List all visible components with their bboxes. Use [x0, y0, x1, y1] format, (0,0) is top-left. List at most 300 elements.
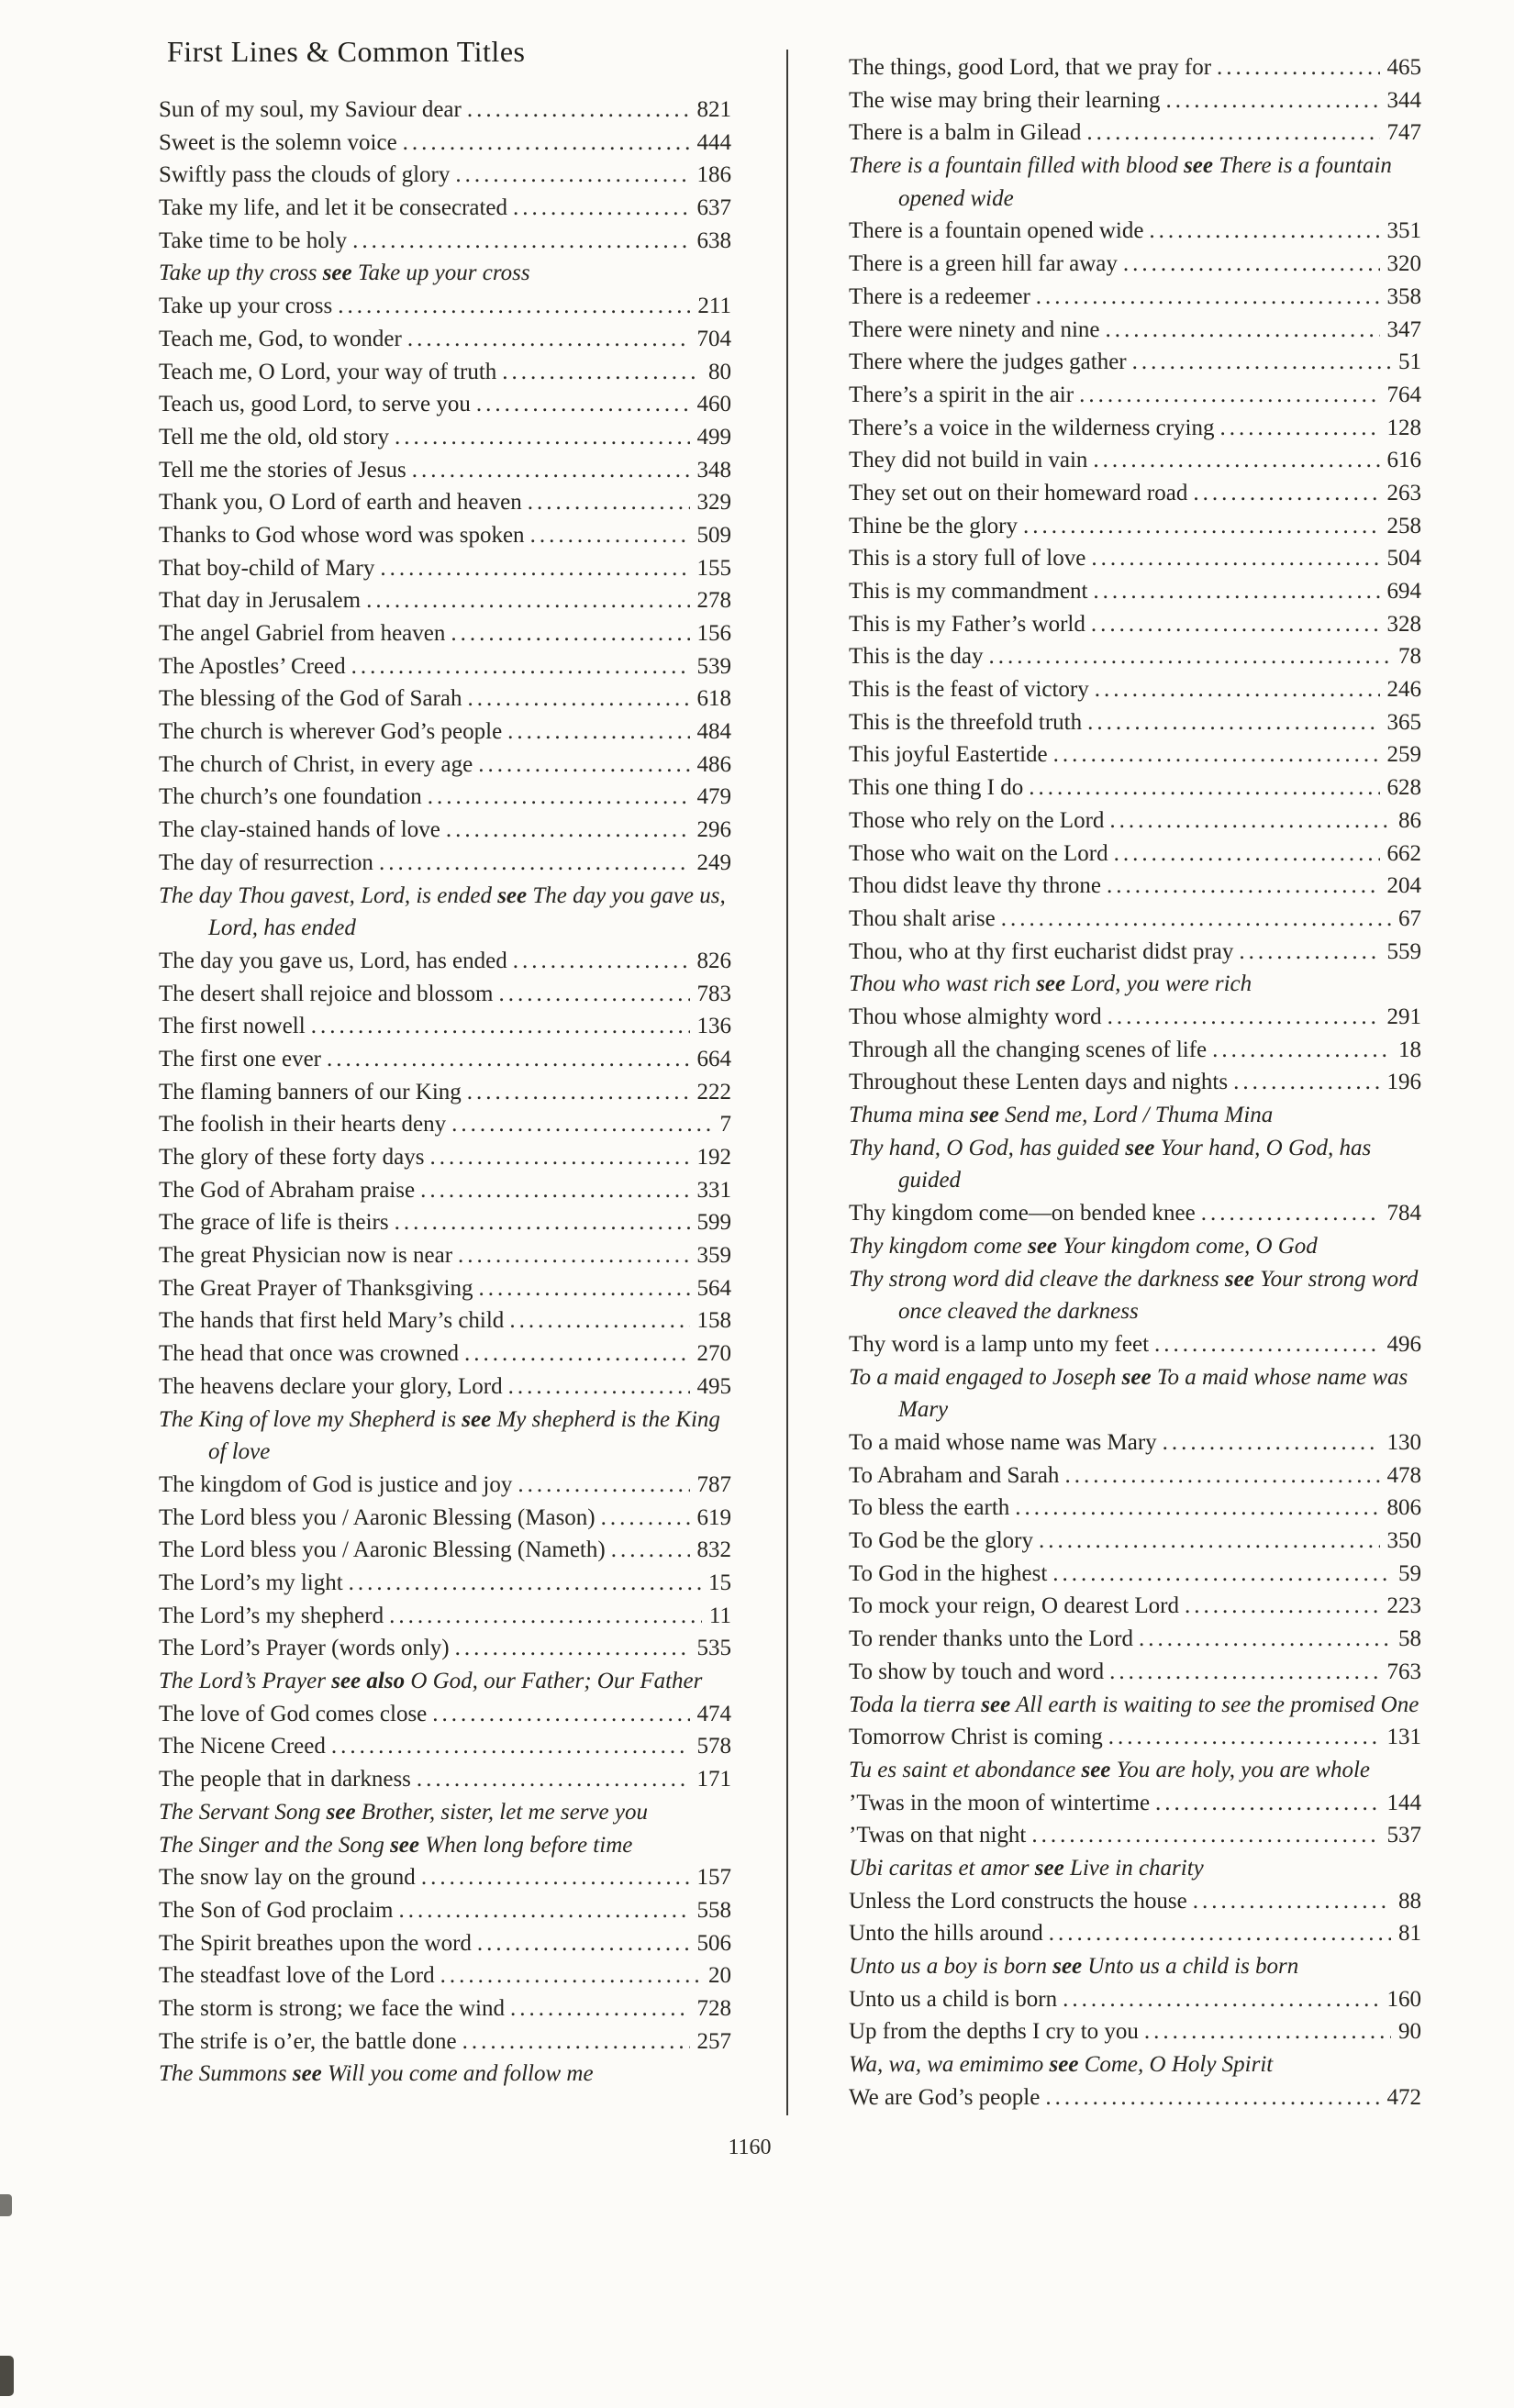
entry-page-number: 509: [696, 522, 731, 548]
entry-page-number: 618: [696, 686, 731, 712]
entry-title: There’s a spirit in the air: [849, 382, 1074, 407]
index-entry: [159, 650, 731, 683]
entry-page-number: 20: [708, 1963, 731, 1989]
entry-title: That boy-child of Mary: [159, 555, 375, 581]
entry-title: Through all the changing scenes of life: [849, 1037, 1208, 1062]
index-entry: [159, 1861, 731, 1894]
index-entry: [159, 1141, 731, 1174]
entry-page-number: 472: [1386, 2084, 1421, 2110]
entry-page-number: 263: [1386, 480, 1421, 505]
dot-leader: [440, 1959, 701, 1992]
xref-title: Thuma mina: [849, 1103, 970, 1128]
xref-target-title: To a maid whose name was Mary: [898, 1364, 1408, 1423]
entry-page-number: 465: [1386, 55, 1421, 80]
entry-page-number: 504: [1386, 546, 1421, 571]
entry-title: Swiftly pass the clouds of glory: [159, 162, 451, 188]
entry-title: Unless the Lord constructs the house: [849, 1888, 1187, 1914]
entry-title: This is my commandment: [849, 579, 1088, 605]
entry-page-number: 155: [696, 555, 731, 581]
entry-page-number: 578: [696, 1734, 731, 1759]
dot-leader: [403, 127, 690, 160]
entry-page-number: 58: [1398, 1626, 1421, 1652]
entry-title: There were ninety and nine: [849, 316, 1100, 342]
dot-leader: [451, 617, 689, 650]
entry-page-number: 331: [696, 1177, 731, 1203]
dot-leader: [407, 323, 690, 356]
entry-page-number: 160: [1386, 1986, 1421, 2012]
xref-target-title: When long before time: [419, 1832, 633, 1858]
xref-see-keyword: see: [1034, 1856, 1064, 1881]
index-entry: [849, 771, 1421, 805]
entry-page-number: 249: [696, 849, 731, 875]
entry-page-number: 258: [1386, 513, 1421, 538]
entry-page-number: 222: [696, 1079, 731, 1104]
entry-title: Unto us a child is born: [849, 1986, 1058, 2012]
entry-page-number: 344: [1386, 87, 1421, 113]
index-entry: [849, 870, 1421, 903]
entry-title: To show by touch and word: [849, 1659, 1105, 1684]
entry-title: To Abraham and Sarah: [849, 1462, 1060, 1488]
index-entry: [159, 978, 731, 1011]
entry-page-number: 365: [1386, 709, 1421, 735]
xref-see-keyword: see: [1224, 1266, 1254, 1292]
index-entry: [159, 781, 731, 814]
entry-page-number: 131: [1386, 1725, 1421, 1750]
dot-leader: [509, 1304, 689, 1337]
entry-title: There is a balm in Gilead: [849, 120, 1082, 146]
index-entry: [159, 94, 731, 127]
xref-see-keyword: see: [462, 1406, 492, 1432]
dot-leader: [530, 519, 690, 552]
entry-page-number: 787: [696, 1471, 731, 1497]
index-entry: [159, 290, 731, 323]
cross-reference-entry: [159, 257, 731, 290]
entry-title: Thou didst leave thy throne: [849, 873, 1101, 899]
index-entry: [159, 749, 731, 782]
dot-leader: [1239, 936, 1379, 969]
dot-leader: [1139, 1623, 1391, 1656]
index-entry: [159, 552, 731, 585]
index-entry: [159, 1927, 731, 1960]
entry-page-number: 211: [697, 294, 731, 319]
entry-page-number: 495: [696, 1373, 731, 1399]
dot-leader: [508, 1370, 690, 1404]
xref-target-title: All earth is waiting to see the promised One: [1010, 1692, 1419, 1717]
entry-page-number: 328: [1386, 611, 1421, 637]
entry-title: The steadfast love of the Lord: [159, 1963, 435, 1989]
entry-title: Sweet is the solemn voice: [159, 129, 397, 155]
entry-title: Take my life, and let it be consecrated: [159, 195, 508, 221]
entry-page-number: 484: [696, 719, 731, 745]
dot-leader: [379, 847, 690, 880]
cross-reference-entry: [159, 1404, 731, 1469]
entry-page-number: 156: [696, 621, 731, 647]
entry-title: The desert shall rejoice and blossom: [159, 981, 494, 1006]
index-entry: [159, 945, 731, 978]
entry-page-number: 270: [696, 1341, 731, 1367]
index-entry: [159, 519, 731, 552]
entry-page-number: 506: [696, 1930, 731, 1956]
xref-see-keyword: see: [326, 1799, 356, 1825]
entry-title: To God be the glory: [849, 1528, 1033, 1554]
entry-title: The snow lay on the ground: [159, 1865, 416, 1891]
index-entry: [849, 1558, 1421, 1591]
index-entry: [849, 738, 1421, 771]
index-entry: [849, 1885, 1421, 1918]
index-entry: [159, 1076, 731, 1109]
dot-leader: [1086, 117, 1379, 150]
dot-leader: [507, 716, 689, 749]
entry-page-number: 444: [696, 129, 731, 155]
entry-title: The storm is strong; we face the wind: [159, 1996, 505, 2021]
xref-target-title: Take up your cross: [351, 261, 530, 286]
entry-title: Thou, who at thy first eucharist didst pray: [849, 938, 1234, 964]
entry-page-number: 291: [1386, 1004, 1421, 1029]
index-entry: [159, 1043, 731, 1076]
index-entry: [849, 281, 1421, 314]
entry-page-number: 192: [696, 1145, 731, 1171]
index-entry: [849, 1034, 1421, 1067]
entry-title: Thanks to God whose word was spoken: [159, 522, 525, 548]
entry-page-number: 130: [1386, 1430, 1421, 1456]
index-entry: [849, 608, 1421, 641]
index-entry: [159, 1010, 731, 1043]
index-entry: [159, 323, 731, 356]
entry-page-number: 144: [1386, 1790, 1421, 1815]
entry-title: Take time to be holy: [159, 227, 348, 253]
cross-reference-entry: [849, 2048, 1421, 2081]
dot-leader: [1149, 215, 1379, 248]
entry-title: Teach me, O Lord, your way of truth: [159, 359, 497, 384]
dot-leader: [1093, 575, 1379, 608]
index-entry: [159, 1632, 731, 1665]
xref-see-keyword: see: [1036, 971, 1066, 997]
xref-target-title: Your kingdom come, O God: [1057, 1233, 1318, 1259]
entry-page-number: 460: [696, 392, 731, 417]
dot-leader: [331, 1730, 690, 1763]
index-entry: [159, 127, 731, 160]
dot-leader: [1114, 838, 1380, 871]
entry-page-number: 15: [708, 1570, 731, 1596]
entry-title: The head that once was crowned: [159, 1341, 459, 1367]
xref-title: Tu es saint et abondance: [849, 1757, 1082, 1782]
cross-reference-entry: [849, 1099, 1421, 1132]
dot-leader: [311, 1010, 690, 1043]
entry-page-number: 350: [1386, 1528, 1421, 1554]
xref-title: To a maid engaged to Joseph: [849, 1364, 1122, 1390]
entry-title: The hands that first held Mary’s child: [159, 1308, 505, 1334]
entry-title: The Nicene Creed: [159, 1734, 326, 1759]
index-entry: [849, 903, 1421, 936]
entry-page-number: 196: [1386, 1070, 1421, 1095]
index-entry: [159, 356, 731, 389]
entry-title: Teach me, God, to wonder: [159, 326, 402, 351]
entry-page-number: 296: [696, 817, 731, 843]
dot-leader: [1015, 1492, 1379, 1525]
entry-title: To bless the earth: [849, 1495, 1010, 1521]
index-entry: [849, 2081, 1421, 2114]
index-entry: [159, 1304, 731, 1337]
entry-page-number: 637: [696, 195, 731, 221]
dot-leader: [327, 1043, 689, 1076]
dot-leader: [1123, 248, 1380, 281]
index-entry: [159, 225, 731, 258]
index-entry: [849, 510, 1421, 543]
xref-title: The King of love my Shepherd is: [159, 1406, 462, 1432]
index-entry: [849, 1066, 1421, 1099]
index-entry: [159, 486, 731, 519]
xref-see-keyword: see: [1184, 153, 1213, 179]
index-entry: [849, 640, 1421, 673]
entry-page-number: 67: [1398, 905, 1421, 931]
index-entry: [159, 1337, 731, 1370]
xref-target-title: You are holy, you are whole: [1110, 1757, 1371, 1782]
xref-title: Toda la tierra: [849, 1692, 982, 1717]
index-entry: [159, 1992, 731, 2025]
entry-page-number: 136: [696, 1014, 731, 1039]
entry-page-number: 59: [1398, 1560, 1421, 1586]
xref-title: The Summons: [159, 2061, 293, 2087]
entry-page-number: 86: [1398, 807, 1421, 833]
dot-leader: [1193, 1885, 1391, 1918]
xref-title: Thy kingdom come: [849, 1233, 1029, 1259]
entry-page-number: 478: [1386, 1462, 1421, 1488]
dot-leader: [477, 1927, 690, 1960]
index-entry: [849, 1001, 1421, 1034]
entry-title: The Lord bless you / Aaronic Blessing (Nameth): [159, 1537, 606, 1563]
index-entry: [159, 388, 731, 421]
entry-page-number: 259: [1386, 742, 1421, 768]
index-entry: [159, 1272, 731, 1305]
dot-leader: [467, 94, 690, 127]
entry-title: There is a redeemer: [849, 283, 1030, 309]
index-entry: [849, 117, 1421, 150]
cross-reference-entry: [849, 1263, 1421, 1328]
xref-see-keyword: see: [1121, 1364, 1152, 1390]
entry-page-number: 535: [696, 1636, 731, 1661]
entry-title: The flaming banners of our King: [159, 1079, 462, 1104]
entry-page-number: 246: [1386, 677, 1421, 703]
entry-title: The glory of these forty days: [159, 1145, 425, 1171]
dot-leader: [1029, 771, 1379, 805]
index-entry: [849, 1492, 1421, 1525]
entry-title: The angel Gabriel from heaven: [159, 621, 446, 647]
entry-page-number: 257: [696, 2028, 731, 2054]
entry-title: Thank you, O Lord of earth and heaven: [159, 490, 522, 516]
entry-title: There is a fountain opened wide: [849, 218, 1144, 244]
dot-leader: [1132, 346, 1391, 379]
entry-title: The church of Christ, in every age: [159, 751, 473, 777]
dot-leader: [1063, 1983, 1379, 2016]
left-column: [159, 94, 731, 2091]
dot-leader: [510, 1992, 690, 2025]
entry-page-number: 358: [1386, 283, 1421, 309]
entry-title: They set out on their homeward road: [849, 480, 1188, 505]
cross-reference-entry: [849, 1689, 1421, 1722]
index-entry: [849, 1721, 1421, 1754]
entry-page-number: 18: [1398, 1037, 1421, 1062]
index-entry: [159, 1567, 731, 1600]
entry-title: ’Twas on that night: [849, 1823, 1027, 1848]
index-entry: [159, 1959, 731, 1992]
entry-page-number: 359: [696, 1243, 731, 1269]
entry-page-number: 559: [1386, 938, 1421, 964]
index-entry: [849, 1787, 1421, 1820]
entry-title: The Spirit breathes upon the word: [159, 1930, 472, 1956]
entry-title: We are God’s people: [849, 2084, 1041, 2110]
dot-leader: [1087, 706, 1379, 739]
dot-leader: [1154, 1328, 1379, 1361]
dot-leader: [1023, 510, 1380, 543]
xref-title: Thy hand, O God, has guided: [849, 1135, 1126, 1160]
entry-title: Take up your cross: [159, 294, 333, 319]
entry-title: The God of Abraham praise: [159, 1177, 416, 1203]
entry-title: The church is wherever God’s people: [159, 719, 503, 745]
entry-title: Those who wait on the Lord: [849, 840, 1108, 866]
dot-leader: [601, 1502, 690, 1535]
entry-page-number: 204: [1386, 873, 1421, 899]
entry-page-number: 619: [696, 1504, 731, 1530]
entry-page-number: 186: [696, 162, 731, 188]
index-entry: [159, 1534, 731, 1567]
entry-title: The clay-stained hands of love: [159, 817, 440, 843]
dot-leader: [451, 1108, 712, 1141]
index-entry: [849, 1525, 1421, 1558]
dot-leader: [1219, 412, 1379, 445]
dot-leader: [1093, 444, 1379, 477]
index-entry: [849, 477, 1421, 510]
dot-leader: [432, 1698, 689, 1731]
entry-page-number: 81: [1398, 1921, 1421, 1947]
dot-leader: [462, 2025, 690, 2058]
dot-leader: [1106, 314, 1380, 347]
index-entry: [159, 1502, 731, 1535]
xref-see-keyword: see: [1052, 1954, 1083, 1980]
xref-see-keyword: see also: [331, 1669, 406, 1694]
entry-page-number: 11: [708, 1603, 731, 1628]
entry-page-number: 329: [696, 490, 731, 516]
dot-leader: [338, 290, 690, 323]
xref-target-title: Unto us a child is born: [1082, 1954, 1299, 1980]
xref-title: Unto us a boy is born: [849, 1954, 1053, 1980]
entry-page-number: 479: [696, 784, 731, 810]
entry-title: This is a story full of love: [849, 546, 1086, 571]
entry-title: The day of resurrection: [159, 849, 373, 875]
entry-title: The great Physician now is near: [159, 1243, 453, 1269]
dot-leader: [1091, 542, 1379, 575]
entry-page-number: 704: [696, 326, 731, 351]
index-entry: [849, 936, 1421, 969]
dot-leader: [528, 486, 690, 519]
entry-page-number: 783: [696, 981, 731, 1006]
xref-title: Wa, wa, wa emimimo: [849, 2052, 1050, 2078]
dot-leader: [1109, 1656, 1379, 1689]
column-divider: [786, 50, 788, 2115]
xref-target-title: Come, O Holy Spirit: [1078, 2052, 1274, 2078]
index-entry: [849, 1656, 1421, 1689]
index-entry: [849, 1328, 1421, 1361]
dot-leader: [1201, 1197, 1380, 1230]
entry-page-number: 564: [696, 1275, 731, 1301]
xref-title: Take up thy cross: [159, 261, 323, 286]
dot-leader: [498, 978, 689, 1011]
dot-leader: [1039, 1525, 1380, 1558]
cross-reference-entry: [159, 1829, 731, 1862]
entry-title: Thou whose almighty word: [849, 1004, 1102, 1029]
entry-title: To a maid whose name was Mary: [849, 1430, 1157, 1456]
entry-title: Tell me the old, old story: [159, 424, 389, 449]
index-entry: [849, 1197, 1421, 1230]
entry-title: Up from the depths I cry to you: [849, 2019, 1139, 2045]
entry-page-number: 826: [696, 948, 731, 973]
cross-reference-entry: [849, 1950, 1421, 1983]
entry-title: Unto the hills around: [849, 1921, 1043, 1947]
entry-page-number: 728: [696, 1996, 731, 2021]
index-entry: [849, 673, 1421, 706]
dot-leader: [1155, 1787, 1379, 1820]
index-entry: [849, 215, 1421, 248]
entry-title: The Apostles’ Creed: [159, 653, 346, 679]
xref-title: The Singer and the Song: [159, 1832, 391, 1858]
entry-title: The Son of God proclaim: [159, 1897, 394, 1923]
dot-leader: [1217, 51, 1379, 84]
index-entry: [849, 444, 1421, 477]
entry-title: This is my Father’s world: [849, 611, 1085, 637]
index-entry: [849, 1590, 1421, 1623]
cross-reference-entry: [849, 1361, 1421, 1426]
dot-leader: [395, 1206, 690, 1239]
dot-leader: [399, 1894, 690, 1927]
entry-page-number: 806: [1386, 1495, 1421, 1521]
entry-page-number: 747: [1386, 120, 1421, 146]
dot-leader: [478, 749, 689, 782]
xref-target-title: Send me, Lord / Thuma Mina: [998, 1103, 1274, 1128]
dot-leader: [428, 781, 690, 814]
page-number: 1160: [728, 2136, 772, 2159]
dot-leader: [1064, 1459, 1379, 1493]
entry-title: Teach us, good Lord, to serve you: [159, 392, 471, 417]
xref-target-title: Brother, sister, let me serve you: [355, 1799, 649, 1825]
entry-page-number: 784: [1386, 1201, 1421, 1226]
entry-title: This is the day: [849, 644, 984, 670]
dot-leader: [380, 552, 689, 585]
xref-title: The Lord’s Prayer: [159, 1669, 332, 1694]
entry-title: ’Twas in the moon of wintertime: [849, 1790, 1151, 1815]
entry-title: Thy word is a lamp unto my feet: [849, 1331, 1150, 1357]
entry-title: The foolish in their hearts deny: [159, 1112, 447, 1137]
dot-leader: [421, 1861, 690, 1894]
dot-leader: [446, 814, 690, 847]
entry-page-number: 348: [696, 457, 731, 483]
entry-page-number: 832: [696, 1537, 731, 1563]
entry-title: The kingdom of God is justice and joy: [159, 1471, 513, 1497]
index-entry: [849, 1426, 1421, 1459]
entry-page-number: 351: [1386, 218, 1421, 244]
index-entry: [849, 1917, 1421, 1950]
xref-see-keyword: see: [1081, 1757, 1111, 1782]
entry-title: The love of God comes close: [159, 1701, 428, 1726]
entry-title: The church’s one foundation: [159, 784, 422, 810]
entry-title: To mock your reign, O dearest Lord: [849, 1593, 1179, 1619]
entry-title: Tell me the stories of Jesus: [159, 457, 406, 483]
entry-title: The wise may bring their learning: [849, 87, 1161, 113]
dot-leader: [1109, 805, 1391, 838]
index-entry: [849, 1819, 1421, 1852]
entry-page-number: 158: [696, 1308, 731, 1334]
entry-page-number: 764: [1386, 382, 1421, 407]
entry-page-number: 537: [1386, 1823, 1421, 1848]
xref-see-keyword: see: [292, 2061, 322, 2087]
